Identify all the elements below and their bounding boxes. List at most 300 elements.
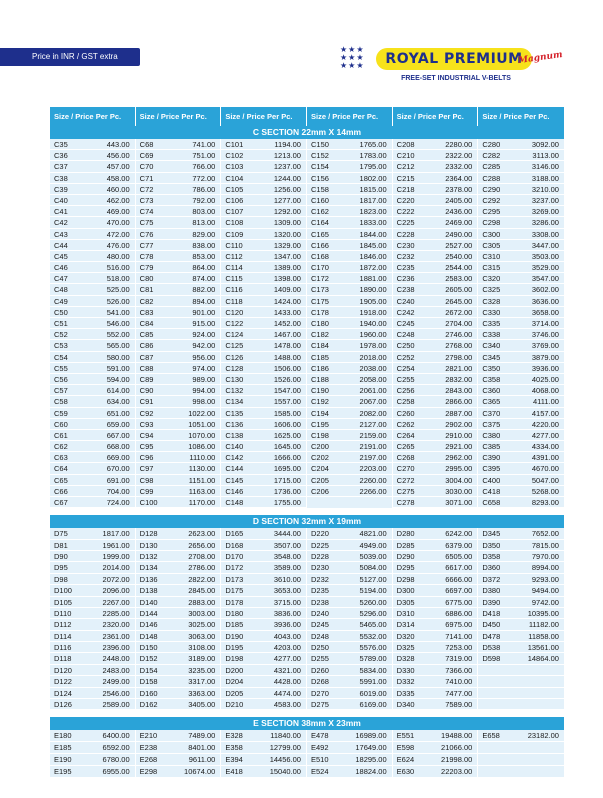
belt-price: 12799.00 [269,743,301,753]
price-row [221,217,306,228]
price-row [393,318,478,329]
belt-size: C194 [310,408,329,418]
price-row [478,665,564,676]
belt-price: 2798.00 [445,352,473,362]
price-row [136,240,221,251]
belt-price: 10395.00 [527,608,559,618]
belt-price: 5834.00 [359,665,387,675]
belt-size: C173 [310,285,329,295]
belt-size: C42 [54,218,68,228]
belt-price: 2995.00 [445,464,473,474]
price-row [307,240,392,251]
price-row [50,497,135,508]
belt-size: D260 [310,665,329,675]
price-row [393,475,478,486]
belt-size: C255 [396,374,415,384]
belt-price: 2832.00 [445,374,473,384]
belt-size: D295 [396,563,415,573]
price-row [136,730,221,742]
belt-price: 4157.00 [531,408,559,418]
belt-price: 4321.00 [273,665,301,675]
belt-price: 1194.00 [274,140,301,149]
price-row [50,562,135,573]
belt-size: C37 [54,162,68,172]
belt-size: C116 [225,285,243,295]
belt-price: 1978.00 [359,341,387,351]
price-row [50,195,135,206]
belt-size: C109 [225,229,244,239]
price-row [478,173,564,184]
price-row [393,585,478,596]
belt-size: D204 [225,677,244,687]
belt-price: 10674.00 [184,767,216,777]
belt-price: 3030.00 [445,486,473,496]
belt-size: C41 [54,207,68,217]
price-row [307,562,392,573]
price-row [393,296,478,307]
price-row [307,430,392,441]
belt-size: C190 [310,386,329,396]
belt-size: D220 [310,529,329,539]
belt-price: 751.00 [192,151,216,161]
price-row [478,307,564,318]
belt-price: 2962.00 [445,453,473,463]
belt-size: C99 [139,486,154,496]
price-row [307,597,392,608]
belt-size: C120 [225,307,244,317]
price-column [136,730,222,778]
price-row [307,754,392,766]
price-column [478,139,564,508]
price-row [221,419,306,430]
belt-size: C50 [54,307,68,317]
belt-price: 2127.00 [359,419,387,429]
column-header: Size / Price Per Pc. [482,112,550,121]
price-row [393,251,478,262]
belt-price: 2527.00 [445,240,473,250]
belt-size: D360 [482,563,501,573]
price-column [307,528,393,710]
belt-price: 667.00 [106,430,130,440]
belt-size: D330 [396,665,415,675]
price-row [393,699,478,710]
belt-size: C350 [482,363,501,373]
belt-size: D100 [54,586,72,596]
price-row [136,441,221,452]
price-row [307,273,392,284]
belt-price: 6886.00 [445,608,473,618]
price-row [221,206,306,217]
price-row [136,408,221,419]
belt-price: 1557.00 [273,397,301,407]
belt-price: 2821.00 [445,363,473,373]
price-row [50,597,135,608]
price-row [221,540,306,551]
belt-size: D198 [225,654,244,664]
price-row [393,408,478,419]
belt-size: C658 [482,498,501,507]
price-row [136,173,221,184]
belt-size: D350 [482,540,501,550]
belt-price: 462.00 [106,195,130,205]
price-row [136,307,221,318]
price-row [393,273,478,284]
price-row [393,139,478,150]
price-row [478,551,564,562]
price-row [393,262,478,273]
belt-price: 15040.00 [269,767,301,777]
belt-price: 4821.00 [359,529,387,539]
belt-price: 1170.00 [188,498,216,507]
belt-size: C298 [482,218,501,228]
belt-size: D450 [482,620,501,630]
price-row [136,452,221,463]
belt-price: 670.00 [106,464,130,474]
belt-price: 2067.00 [359,397,387,407]
belt-size: C36 [54,151,68,161]
price-row [393,195,478,206]
price-row [307,329,392,340]
belt-price: 7970.00 [531,551,559,561]
belt-price: 3658.00 [531,307,559,317]
belt-price: 1213.00 [273,151,301,161]
section-gap [50,710,564,717]
belt-price: 9611.00 [188,755,216,765]
price-row [50,240,135,251]
price-row [221,430,306,441]
price-row [393,688,478,699]
belt-size: C75 [139,218,154,228]
belt-size: D172 [225,563,244,573]
belt-price: 2332.00 [445,162,473,172]
belt-size: C93 [139,419,154,429]
price-row [478,296,564,307]
belt-price: 9293.00 [531,574,559,584]
belt-price: 1999.00 [102,551,130,561]
price-row [393,385,478,396]
price-row [50,229,135,240]
section-grid [50,528,564,710]
belt-size: C254 [396,363,415,373]
belt-size: E298 [139,767,158,777]
belt-price: 2320.00 [102,620,130,630]
price-row [307,184,392,195]
belt-size: C110 [225,240,243,250]
belt-price: 4949.00 [359,540,387,550]
column-header: Size / Price Per Pc. [393,107,479,126]
price-row [221,229,306,240]
belt-size: C182 [310,330,329,340]
belt-price: 786.00 [192,184,216,194]
belt-price: 1736.00 [273,486,301,496]
belt-size: E394 [225,755,243,765]
price-row [221,475,306,486]
belt-size: C48 [54,285,68,295]
belt-size: D175 [225,586,244,596]
belt-price: 5260.00 [359,597,387,607]
belt-size: D158 [139,677,158,687]
price-row [393,173,478,184]
belt-price: 2072.00 [102,574,130,584]
belt-size: D305 [396,597,415,607]
belt-price: 525.00 [106,285,130,295]
belt-size: C245 [396,319,415,328]
price-row [393,217,478,228]
price-row [478,730,564,742]
price-row [136,296,221,307]
belt-size: D120 [54,665,72,675]
belt-size: C198 [310,430,329,440]
price-row [478,251,564,262]
section-grid [50,139,564,508]
price-row [221,699,306,710]
price-row [478,642,564,653]
price-row [221,574,306,585]
belt-price: 2203.00 [359,464,387,474]
belt-price: 1881.00 [359,274,387,284]
price-row [307,396,392,407]
belt-price: 2483.00 [102,665,130,675]
belt-size: C85 [139,330,154,340]
price-column [221,730,307,778]
belt-price: 3004.00 [445,475,473,485]
belt-size: D75 [54,529,68,539]
belt-size: D280 [396,529,415,539]
price-row [393,396,478,407]
price-row [136,329,221,340]
price-row [478,161,564,172]
belt-size: C285 [482,162,501,172]
price-row [50,184,135,195]
price-row [50,665,135,676]
belt-size: C252 [396,352,415,362]
price-row [307,385,392,396]
belt-price: 7815.00 [531,540,559,550]
price-row [136,653,221,664]
belt-price: 1163.00 [188,486,216,496]
price-row [478,363,564,374]
belt-price: 16989.00 [355,731,387,741]
belt-price: 5296.00 [359,608,387,618]
belt-price: 472.00 [106,229,130,239]
belt-price: 2280.00 [445,140,473,149]
belt-size: C230 [396,240,415,250]
price-row [307,631,392,642]
belt-price: 1526.00 [273,374,301,384]
belt-size: C300 [482,229,501,239]
price-row [393,742,478,754]
belt-price: 668.00 [106,442,130,452]
price-row [221,730,306,742]
belt-size: C380 [482,430,501,440]
price-row [307,352,392,363]
belt-size: D255 [310,654,329,664]
belt-price: 5991.00 [359,677,387,687]
belt-price: 546.00 [106,319,130,328]
belt-price: 2883.00 [188,597,216,607]
price-row [50,540,135,551]
price-row [136,642,221,653]
belt-size: C44 [54,240,68,250]
belt-price: 526.00 [106,296,130,306]
belt-price: 5039.00 [359,551,387,561]
belt-price: 2583.00 [445,274,473,284]
belt-size: D126 [54,700,72,710]
price-row [221,374,306,385]
belt-size: C282 [482,151,501,161]
belt-price: 2672.00 [445,307,473,317]
belt-price: 1845.00 [359,240,387,250]
price-row [393,653,478,664]
price-row [221,619,306,630]
price-row [50,173,135,184]
belt-price: 659.00 [106,419,130,429]
section-title: D SECTION 32mm X 19mm [50,515,564,528]
belt-price: 1872.00 [359,263,387,273]
price-row [221,452,306,463]
belt-size: D128 [139,529,158,539]
price-row [393,206,478,217]
belt-size: C105 [225,184,244,194]
belt-price: 942.00 [192,341,216,351]
belt-price: 18295.00 [355,755,387,765]
price-row [307,284,392,295]
belt-size: D238 [310,597,329,607]
belt-size: D270 [310,688,329,698]
belt-size: C146 [225,486,244,496]
belt-size: C39 [54,184,68,194]
belt-price: 4391.00 [531,453,559,463]
belt-price: 457.00 [106,162,130,172]
belt-price: 6379.00 [445,540,473,550]
belt-price: 469.00 [106,207,130,217]
belt-price: 1817.00 [102,529,130,539]
price-row [393,463,478,474]
belt-size: C186 [310,363,329,373]
belt-size: C107 [225,207,244,217]
belt-price: 1389.00 [273,263,301,273]
belt-price: 2197.00 [359,453,387,463]
price-row [478,441,564,452]
price-row [50,699,135,710]
price-row [50,441,135,452]
belt-size: C59 [54,408,68,418]
belt-price: 651.00 [106,408,130,418]
belt-price: 3025.00 [188,620,216,630]
belt-size: C292 [482,195,501,205]
belt-size: D138 [139,586,158,596]
belt-price: 3210.00 [531,184,559,194]
belt-size: C81 [139,285,154,295]
belt-price: 6697.00 [445,586,473,596]
belt-size: C145 [225,475,244,485]
price-row [478,284,564,295]
belt-price: 1070.00 [188,430,216,440]
belt-size: C232 [396,251,415,261]
belt-size: D320 [396,631,415,641]
price-row [393,441,478,452]
belt-price: 1695.00 [273,464,301,474]
belt-size: C115 [225,274,243,284]
section-block [50,717,564,778]
price-row [393,608,478,619]
belt-price: 3769.00 [531,341,559,351]
belt-size: C86 [139,341,154,351]
belt-size: D146 [139,620,158,630]
belt-size: C165 [310,229,329,239]
belt-price: 772.00 [192,173,216,183]
belt-price: 1277.00 [273,195,301,205]
price-row [50,251,135,262]
belt-size: C180 [310,319,329,328]
price-row [478,374,564,385]
belt-price: 1817.00 [359,195,387,205]
price-row [50,754,135,766]
belt-price: 2469.00 [445,218,473,228]
belt-price: 3444.00 [273,529,301,539]
belt-size: C192 [310,397,329,407]
price-row [221,307,306,318]
belt-size: D124 [54,688,72,698]
price-row [50,340,135,351]
price-column [50,139,136,508]
belt-price: 476.00 [106,240,130,250]
belt-price: 766.00 [192,162,216,172]
belt-price: 3113.00 [532,151,559,161]
price-row [50,631,135,642]
belt-price: 22203.00 [441,767,473,777]
price-row [221,396,306,407]
belt-size: D185 [225,620,244,630]
price-row [136,419,221,430]
belt-size: C290 [482,184,501,194]
price-row [221,161,306,172]
price-row [136,139,221,150]
belt-size: E268 [139,755,158,765]
belt-size: C385 [482,442,501,452]
belt-size: D180 [225,608,244,618]
price-row [307,229,392,240]
price-row [478,385,564,396]
belt-price: 3589.00 [273,563,301,573]
belt-size: C338 [482,330,501,340]
belt-size: C390 [482,453,501,463]
belt-size: C67 [54,498,68,507]
belt-price: 1890.00 [359,285,387,295]
price-row [50,730,135,742]
belt-price: 1783.00 [359,151,387,161]
belt-price: 9742.00 [531,597,559,607]
price-row [221,642,306,653]
price-row [393,528,478,539]
price-row [478,206,564,217]
price-column [221,139,307,508]
belt-size: C54 [54,352,68,362]
belt-size: C76 [139,229,154,239]
belt-size: C212 [396,162,415,172]
price-row [307,251,392,262]
belt-price: 2546.00 [102,688,130,698]
belt-size: C46 [54,263,68,273]
belt-size: C125 [225,341,244,351]
belt-size: C175 [310,296,329,306]
section-title: E SECTION 38mm X 23mm [50,717,564,730]
belt-size: D340 [396,700,415,710]
price-row [50,551,135,562]
price-row [478,139,564,150]
belt-size: D154 [139,665,158,675]
belt-size: D335 [396,688,415,698]
